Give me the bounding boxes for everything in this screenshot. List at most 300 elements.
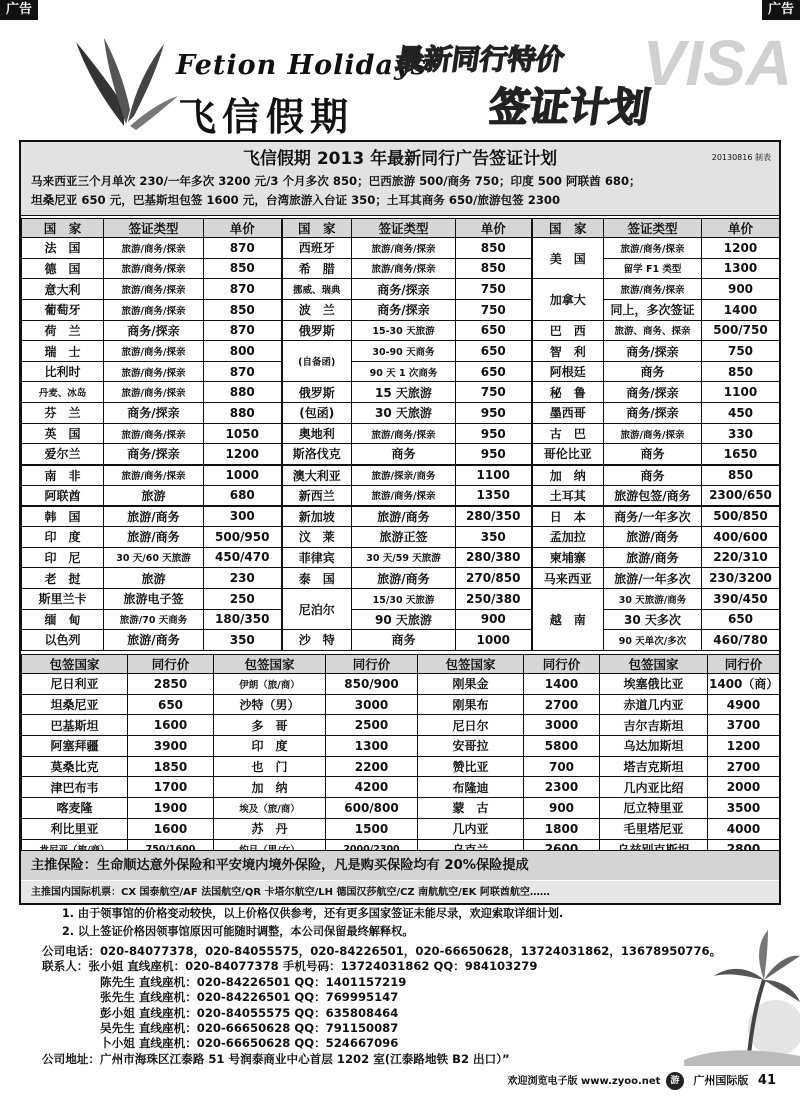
visa-type-cell: 旅游/商务/探亲: [104, 465, 204, 486]
price-cell: 880: [204, 382, 282, 403]
visa-type-cell: 旅游/商务/探亲: [352, 485, 456, 506]
price-cell: 950: [456, 444, 532, 465]
notice-line: 坦桑尼亚 650 元，巴基斯坦包签 1600 元，台湾旅游入台证 350；土耳其商务 650/旅游包签 2300: [31, 193, 561, 207]
pkg-country-cell: 几内亚: [418, 818, 524, 839]
price-cell: 950: [456, 423, 532, 444]
price-cell: 1350: [456, 485, 532, 506]
note-item: 2. 以上签证价格因领事馆原因可能随时调整，本公司保留最终解释权。: [62, 925, 414, 938]
country-cell: 荷 兰: [22, 320, 104, 341]
visa-type-cell: 30-90 天商务: [352, 341, 456, 362]
col-pkg-price: 同行价: [128, 655, 214, 674]
table-row: [22, 279, 780, 300]
contact-info: [42, 944, 721, 1067]
visa-type-cell: 旅游/一年多次: [604, 568, 702, 589]
pkg-price-cell: 2200: [326, 756, 418, 777]
pkg-row: [22, 736, 780, 757]
table-row: [22, 341, 780, 362]
price-cell: 750: [456, 299, 532, 320]
airline-banner: 主推国内国际机票：CX 国泰航空/AF 法国航空/QR 卡塔尔航空/LH 德国汉莎航空/CZ 南航航空/EK 阿联酋航空……: [21, 881, 779, 905]
country-cell: 奥地利: [282, 423, 352, 444]
pkg-row: [22, 756, 780, 777]
price-cell: 880: [204, 403, 282, 424]
pkg-country-cell: 津巴布韦: [22, 777, 128, 798]
company-address: 公司地址：广州市海珠区江泰路 51 号润泰商业中心首层 1202 室(江泰路地铁 B2 出口）”: [42, 1051, 510, 1066]
price-cell: 650: [456, 341, 532, 362]
col-country: 国 家: [282, 219, 352, 238]
visa-type-cell: 旅游/商务: [104, 506, 204, 527]
visa-type-cell: 旅游/商务/探亲: [104, 299, 204, 320]
visa-type-cell: 旅游/70 天商务: [104, 609, 204, 630]
country-cell: 韩 国: [22, 506, 104, 527]
country-cell: 斯里兰卡: [22, 588, 104, 609]
visa-type-cell: 90 天旅游: [352, 609, 456, 630]
visa-type-cell: 30 天旅游/商务: [604, 588, 702, 609]
visa-type-cell: 旅游/商务/探亲: [604, 238, 702, 259]
table-row: [22, 423, 780, 444]
pkg-country-cell: 坦桑尼亚: [22, 694, 128, 715]
country-cell: 古 巴: [532, 423, 604, 444]
price-cell: 1000: [204, 465, 282, 486]
brand-name-en: Fetion Holidays: [176, 50, 427, 81]
country-cell: 南 非: [22, 465, 104, 486]
price-cell: 800: [204, 341, 282, 362]
country-cell: (自备函): [282, 341, 352, 382]
country-cell: 马来西亚: [532, 568, 604, 589]
price-cell: 450/470: [204, 547, 282, 568]
package-visa-table: [21, 654, 780, 860]
pkg-country-cell: 毛里塔尼亚: [600, 818, 708, 839]
visa-type-cell: 90 天 1 次商务: [352, 361, 456, 382]
brand-name-cn: 飞信假期: [178, 94, 355, 139]
price-cell: 220/310: [702, 547, 780, 568]
pkg-price-cell: 850/900: [326, 674, 418, 695]
visa-type-cell: 商务/探亲: [604, 341, 702, 362]
visa-type-cell: 旅游/商务/探亲: [352, 258, 456, 279]
table-row: [22, 361, 780, 382]
price-cell: 270/850: [456, 568, 532, 589]
contact-person: 张先生 直线座机：020-84226501 QQ：769995147: [100, 990, 399, 1005]
col-visa-type: 签证类型: [104, 219, 204, 238]
country-cell: 加 纳: [532, 465, 604, 486]
country-cell: 俄罗斯: [282, 382, 352, 403]
price-cell: 850: [456, 238, 532, 259]
country-cell: 美 国: [532, 238, 604, 279]
price-cell: 280/380: [456, 547, 532, 568]
pkg-price-cell: 1850: [128, 756, 214, 777]
visa-type-cell: 90 天单次/多次: [604, 630, 702, 651]
price-cell: 650: [702, 609, 780, 630]
price-cell: 850: [204, 299, 282, 320]
visa-type-cell: 15-30 天旅游: [352, 320, 456, 341]
price-cell: 300: [204, 506, 282, 527]
price-cell: 1200: [204, 444, 282, 465]
col-pkg-country: 包签国家: [22, 655, 128, 674]
visa-type-cell: 旅游/商务/探亲: [104, 341, 204, 362]
price-cell: 870: [204, 238, 282, 259]
price-cell: 350: [456, 526, 532, 547]
country-cell: 意大利: [22, 279, 104, 300]
pkg-country-cell: 印 度: [214, 736, 326, 757]
contact-person: 陈先生 直线座机：020-84226501 QQ：1401157219: [100, 974, 407, 989]
country-cell: 墨西哥: [532, 403, 604, 424]
visa-type-cell: 商务: [604, 444, 702, 465]
price-cell: 400/600: [702, 526, 780, 547]
table-row: [22, 547, 780, 568]
pkg-row: [22, 777, 780, 798]
pkg-price-cell: 3700: [708, 715, 780, 736]
country-cell: 越 南: [532, 588, 604, 650]
visa-type-cell: 商务: [604, 361, 702, 382]
price-cell: 330: [702, 423, 780, 444]
country-cell: 缅 甸: [22, 609, 104, 630]
col-visa-type: 签证类型: [604, 219, 702, 238]
visa-type-cell: 旅游/商务/探亲: [104, 279, 204, 300]
visa-type-cell: 商务: [352, 444, 456, 465]
price-cell: 850: [702, 465, 780, 486]
page-number: 41: [757, 1073, 776, 1088]
price-cell: 870: [204, 320, 282, 341]
pkg-country-cell: 吉尔吉斯坦: [600, 715, 708, 736]
col-price: 单价: [702, 219, 780, 238]
pkg-country-cell: 利比里亚: [22, 818, 128, 839]
pkg-country-cell: 赞比亚: [418, 756, 524, 777]
pkg-country-cell: 莫桑比克: [22, 756, 128, 777]
price-cell: 500/750: [702, 320, 780, 341]
table-row: [22, 320, 780, 341]
table-row: [22, 299, 780, 320]
col-pkg-price: 同行价: [708, 655, 780, 674]
pkg-price-cell: 1400: [524, 674, 600, 695]
pkg-price-cell: 1700: [128, 777, 214, 798]
country-cell: 挪威、瑞典: [282, 279, 352, 300]
visa-type-cell: 商务/探亲: [352, 299, 456, 320]
country-cell: 澳大利亚: [282, 465, 352, 486]
price-cell: 180/350: [204, 609, 282, 630]
price-cell: 750: [702, 341, 780, 362]
visa-type-cell: 旅游/商务/探亲: [104, 258, 204, 279]
visa-type-cell: 旅游/商务: [352, 568, 456, 589]
visa-type-cell: 30 天/59 天旅游: [352, 547, 456, 568]
country-cell: 波 兰: [282, 299, 352, 320]
table-row: [22, 568, 780, 589]
price-cell: 280/350: [456, 506, 532, 527]
visa-type-cell: 旅游/商务/探亲: [604, 423, 702, 444]
visa-type-cell: 旅游/商务/探亲: [104, 238, 204, 259]
visa-type-cell: 商务: [352, 630, 456, 651]
visa-type-cell: 旅游/商务/探亲: [604, 279, 702, 300]
price-cell: 900: [702, 279, 780, 300]
country-cell: 比利时: [22, 361, 104, 382]
price-cell: 1100: [702, 382, 780, 403]
pkg-price-cell: 600/800: [326, 798, 418, 819]
price-cell: 1200: [702, 238, 780, 259]
pkg-price-cell: 4000: [708, 818, 780, 839]
footer-website: 欢迎浏览电子版 www.zyoo.net: [507, 1076, 661, 1087]
table-row: [22, 588, 780, 609]
price-cell: 950: [456, 403, 532, 424]
visa-watermark: VISA: [642, 27, 792, 99]
country-cell: 日 本: [532, 506, 604, 527]
pkg-row: [22, 818, 780, 839]
price-cell: 2300/650: [702, 485, 780, 506]
country-cell: 沙 特: [282, 630, 352, 651]
pkg-country-cell: 苏 丹: [214, 818, 326, 839]
pkg-country-cell: 加 纳: [214, 777, 326, 798]
header: [0, 20, 800, 138]
contact-person: 吴先生 直线座机：020-66650628 QQ：791150087: [100, 1021, 399, 1036]
pkg-country-cell: 安哥拉: [418, 736, 524, 757]
table-row: [22, 258, 780, 279]
visa-type-cell: 30 天/60 天旅游: [104, 547, 204, 568]
price-cell: 390/450: [702, 588, 780, 609]
publisher-logo-icon: 游: [666, 1072, 684, 1090]
sheet-date: 20130816 制表: [711, 153, 771, 162]
contact-person: 卜小姐 直线座机：020-66650628 QQ：524667096: [100, 1036, 399, 1051]
pkg-price-cell: 2700: [708, 756, 780, 777]
page-footer: [508, 1072, 776, 1090]
footer-edition: 广州国际版: [693, 1074, 749, 1087]
visa-type-cell: 商务/探亲: [604, 382, 702, 403]
pkg-price-cell: 3000: [524, 715, 600, 736]
country-cell: 汶 莱: [282, 526, 352, 547]
price-cell: 750: [456, 382, 532, 403]
price-cell: 250: [204, 588, 282, 609]
col-pkg-country: 包签国家: [214, 655, 326, 674]
price-cell: 230: [204, 568, 282, 589]
col-country: 国 家: [532, 219, 604, 238]
note-item: 1. 由于领事馆的价格变动较快，以上价格仅供参考，还有更多国家签证未能尽录，欢迎索取详细计划.: [62, 907, 564, 920]
visa-type-cell: 旅游、商务、探亲: [604, 320, 702, 341]
price-cell: 900: [456, 609, 532, 630]
notice-line: 马来西亚三个月单次 230/一年多次 3200 元/3 个月多次 850；巴西旅游 500/商务 750；印度 500 阿联酋 680；: [31, 174, 641, 188]
pkg-row: [22, 798, 780, 819]
col-pkg-price: 同行价: [326, 655, 418, 674]
price-cell: 1050: [204, 423, 282, 444]
country-cell: 老 挝: [22, 568, 104, 589]
pkg-row: [22, 674, 780, 695]
visa-type-cell: 商务/探亲: [604, 403, 702, 424]
pkg-country-cell: 蒙 古: [418, 798, 524, 819]
country-cell: 土耳其: [532, 485, 604, 506]
insurance-banner: 主推保险：生命顺达意外保险和平安境内境外保险，凡是购买保险均有 20%保险提成: [21, 850, 779, 880]
country-cell: 爱尔兰: [22, 444, 104, 465]
pkg-price-cell: 1600: [128, 715, 214, 736]
pkg-row: [22, 694, 780, 715]
contact-person: 彭小姐 直线座机：020-84055575 QQ：635808464: [100, 1005, 399, 1020]
visa-type-cell: 旅游/商务/探亲: [104, 423, 204, 444]
country-cell: 芬 兰: [22, 403, 104, 424]
price-cell: 750: [456, 279, 532, 300]
visa-type-cell: 旅游/商务: [352, 506, 456, 527]
country-cell: 西班牙: [282, 238, 352, 259]
price-cell: 460/780: [702, 630, 780, 651]
visa-type-cell: 30 天旅游: [352, 403, 456, 424]
visa-type-cell: 留学 F1 类型: [604, 258, 702, 279]
visa-type-cell: 商务/探亲: [104, 403, 204, 424]
country-cell: 希 腊: [282, 258, 352, 279]
visa-type-cell: 商务: [604, 465, 702, 486]
price-cell: 680: [204, 485, 282, 506]
price-cell: 230/3200: [702, 568, 780, 589]
pkg-country-cell: 尼日尔: [418, 715, 524, 736]
pkg-price-cell: 2000: [708, 777, 780, 798]
country-cell: 阿根廷: [532, 361, 604, 382]
ad-tag-right: 广告: [762, 0, 800, 20]
price-cell: 850: [204, 258, 282, 279]
col-pkg-country: 包签国家: [418, 655, 524, 674]
country-cell: 柬埔寨: [532, 547, 604, 568]
pkg-price-cell: 2850: [128, 674, 214, 695]
col-price: 单价: [456, 219, 532, 238]
country-cell: 智 利: [532, 341, 604, 362]
price-cell: 850: [456, 258, 532, 279]
table-header-row: [22, 219, 780, 238]
pkg-country-cell: 布隆迪: [418, 777, 524, 798]
visa-type-cell: 15 天旅游: [352, 382, 456, 403]
sheet-title: 飞信假期 2013 年最新同行广告签证计划: [242, 149, 558, 169]
pkg-price-cell: 4900: [708, 694, 780, 715]
visa-type-cell: 15/30 天旅游: [352, 588, 456, 609]
visa-type-cell: 旅游/商务/探亲: [104, 382, 204, 403]
country-cell: 泰 国: [282, 568, 352, 589]
col-pkg-price: 同行价: [524, 655, 600, 674]
slogan-latest-specials: 最新同行特价: [393, 43, 567, 76]
price-cell: 250/380: [456, 588, 532, 609]
country-cell: (包函): [282, 403, 352, 424]
pkg-price-cell: 650: [128, 694, 214, 715]
table-row: [22, 444, 780, 465]
country-cell: 菲律宾: [282, 547, 352, 568]
pkg-country-cell: 塔吉克斯坦: [600, 756, 708, 777]
pkg-country-cell: 阿塞拜疆: [22, 736, 128, 757]
table-row: [22, 465, 780, 486]
price-cell: 870: [204, 279, 282, 300]
price-cell: 500/950: [204, 526, 282, 547]
country-cell: 加拿大: [532, 279, 604, 320]
price-cell: 1400: [702, 299, 780, 320]
visa-type-cell: 30 天多次: [604, 609, 702, 630]
pkg-country-cell: 伊朗（旅/商）: [214, 674, 326, 695]
country-cell: 俄罗斯: [282, 320, 352, 341]
pkg-price-cell: 900: [524, 798, 600, 819]
country-cell: 丹麦、冰岛: [22, 382, 104, 403]
country-cell: 葡萄牙: [22, 299, 104, 320]
pkg-country-cell: 赤道几内亚: [600, 694, 708, 715]
country-cell: 斯洛伐克: [282, 444, 352, 465]
pkg-price-cell: 1200: [708, 736, 780, 757]
visa-type-cell: 商务/探亲: [352, 279, 456, 300]
pkg-price-cell: 2500: [326, 715, 418, 736]
pkg-price-cell: 5800: [524, 736, 600, 757]
pkg-country-cell: 巴基斯坦: [22, 715, 128, 736]
visa-type-cell: 同上，多次签证: [604, 299, 702, 320]
pkg-price-cell: 3500: [708, 798, 780, 819]
visa-rate-table: [21, 218, 780, 651]
table-row: [22, 506, 780, 527]
pkg-price-cell: 1600: [128, 818, 214, 839]
visa-type-cell: 旅游包签/商务: [604, 485, 702, 506]
pkg-country-cell: 尼日利亚: [22, 674, 128, 695]
pkg-price-cell: 1300: [326, 736, 418, 757]
visa-type-cell: 商务/探亲: [104, 444, 204, 465]
pkg-country-cell: 喀麦隆: [22, 798, 128, 819]
country-cell: 巴 西: [532, 320, 604, 341]
pkg-country-cell: 刚果金: [418, 674, 524, 695]
pkg-price-cell: 3000: [326, 694, 418, 715]
country-cell: 德 国: [22, 258, 104, 279]
pkg-price-cell: 3900: [128, 736, 214, 757]
special-notice: [31, 172, 641, 210]
visa-type-cell: 旅游: [104, 485, 204, 506]
pkg-country-cell: 几内亚比绍: [600, 777, 708, 798]
country-cell: 尼泊尔: [282, 588, 352, 629]
table-row: [22, 403, 780, 424]
pkg-price-cell: 1500: [326, 818, 418, 839]
visa-type-cell: 旅游/商务: [604, 547, 702, 568]
table-row: [22, 630, 780, 651]
visa-type-cell: 商务/一年多次: [604, 506, 702, 527]
price-cell: 350: [204, 630, 282, 651]
pkg-country-cell: 刚果布: [418, 694, 524, 715]
table-row: [22, 526, 780, 547]
company-phones: 公司电话：020-84077378，020-84055575，020-84226501，020-66650628，13724031862，13678950776。: [42, 944, 722, 958]
country-cell: 瑞 士: [22, 341, 104, 362]
country-cell: 新加坡: [282, 506, 352, 527]
country-cell: 哥伦比亚: [532, 444, 604, 465]
visa-type-cell: 旅游正签: [352, 526, 456, 547]
country-cell: 孟加拉: [532, 526, 604, 547]
pkg-country-cell: 也 门: [214, 756, 326, 777]
price-cell: 450: [702, 403, 780, 424]
col-price: 单价: [204, 219, 282, 238]
price-cell: 650: [456, 361, 532, 382]
visa-type-cell: 旅游/探亲/商务: [352, 465, 456, 486]
price-cell: 650: [456, 320, 532, 341]
price-cell: 870: [204, 361, 282, 382]
country-cell: 法 国: [22, 238, 104, 259]
notes: [62, 905, 563, 941]
pkg-price-cell: 4200: [326, 777, 418, 798]
pkg-price-cell: 1800: [524, 818, 600, 839]
palm-tree-icon: [684, 930, 800, 1066]
col-pkg-country: 包签国家: [600, 655, 708, 674]
pkg-price-cell: 2300: [524, 777, 600, 798]
price-cell: 1300: [702, 258, 780, 279]
visa-type-cell: 旅游/商务: [104, 630, 204, 651]
price-cell: 850: [702, 361, 780, 382]
title-block: [21, 142, 779, 216]
pkg-country-cell: 沙特（男）: [214, 694, 326, 715]
visa-type-cell: 旅游电子签: [104, 588, 204, 609]
pkg-price-cell: 2700: [524, 694, 600, 715]
pkg-country-cell: 多 哥: [214, 715, 326, 736]
price-cell: 1100: [456, 465, 532, 486]
pkg-price-cell: 700: [524, 756, 600, 777]
col-country: 国 家: [22, 219, 104, 238]
pkg-country-cell: 埃及（旅/商）: [214, 798, 326, 819]
visa-type-cell: 旅游/商务/探亲: [352, 238, 456, 259]
visa-type-cell: 旅游: [104, 568, 204, 589]
price-cell: 1000: [456, 630, 532, 651]
visa-type-cell: 商务/探亲: [104, 320, 204, 341]
table-row: [22, 382, 780, 403]
table-row: [22, 485, 780, 506]
pkg-country-cell: 厄立特里亚: [600, 798, 708, 819]
ad-tag-left: 广告: [0, 0, 38, 20]
country-cell: 以色列: [22, 630, 104, 651]
table-row: [22, 238, 780, 259]
visa-type-cell: 旅游/商务: [604, 526, 702, 547]
